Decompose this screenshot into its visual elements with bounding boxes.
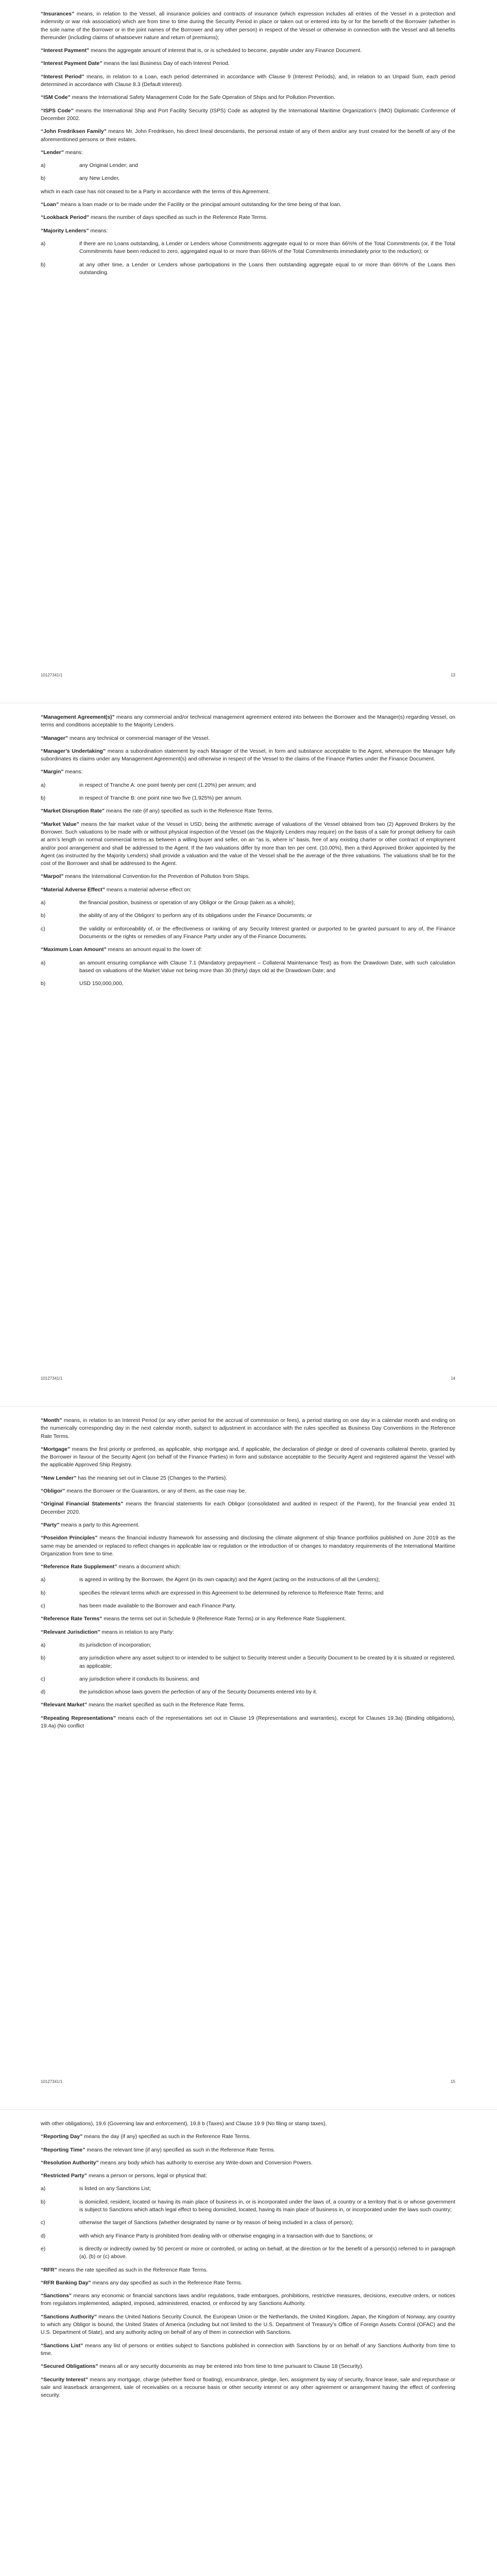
definition-text: means a loan made or to be made under the Facility or the principal amount outstanding for the time being of that loan. [59, 202, 341, 208]
definition-text: means the International Safety Management Code for the Safe Operation of Ships and for Pollution Prevention. [70, 95, 335, 101]
definition-paragraph [41, 149, 455, 157]
definition-text: means the day (if any) specified as such in the Reference Rate Terms. [82, 2134, 251, 2140]
defined-term: “Reporting Time” [41, 2147, 85, 2153]
list-item-label: b) [41, 262, 46, 268]
definition-text: means the aggregate amount of interest that is, or is scheduled to become, payable under any Finance Document. [89, 48, 362, 54]
definition-paragraph [41, 1701, 455, 1709]
definition-paragraph [41, 1563, 455, 1571]
list-item-label: b) [41, 176, 46, 182]
definition-paragraph [41, 735, 455, 742]
definition-text: with other obligations), 19.6 (Governing law and enforcement), 19.8 b (Taxes) and Clause 19.9 (No filing or stamp taxes). [41, 2121, 327, 2127]
list-item-label: a) [41, 1577, 46, 1583]
defined-term: “Original Financial Statements” [41, 1501, 124, 1507]
list-item-label: b) [41, 2199, 46, 2205]
defined-term: “Relevant Market” [41, 1702, 88, 1708]
definition-text: means the first priority or preferred, as applicable, ship mortgage and, if applicable, the declaration of pledge or deed of covenants collateral thereto, granted by the Borrower in favour of the Security Agent (on behalf of the Finance Parties) in form and substance acceptable to the Security Agent and registered against the Vessel with the applicable Approved Ship Registry. [41, 1446, 455, 1468]
definition-text: means any commercial and/or technical management agreement entered into between the Borrower and the Manager(s) regarding Vessel, on terms and conditions acceptable to the Majority Lenders. [41, 715, 455, 728]
list-item-text: the validity or enforceability of, or the effectiveness or ranking of any Security Interest granted or purported to be granted pursuant to any of, the Finance Documents or the rights or remedies of any Finance Party under any of the Finance Documents. [79, 926, 455, 940]
definition-paragraph [41, 2159, 455, 2167]
list-item-label: a) [41, 1642, 46, 1648]
defined-term: “Insurances” [41, 11, 75, 17]
defined-term: “Resolution Authority” [41, 2160, 99, 2166]
definition-text: means any mortgage, charge (whether fixed or floating), encumbrance, pledge, lien, assignment by way of security, finance lease, sale and repurchase or sale and leaseback arrangement, sale of receivables on a recourse basis or other security interest or any other agreement or arrangement having the effect of conferring security. [41, 2377, 455, 2399]
defined-term: “Reference Rate Supplement” [41, 1564, 117, 1570]
list-item-text: in respect of Tranche B: one point nine two five (1.925%) per annum. [79, 795, 243, 802]
list-item-label: a) [41, 960, 46, 966]
list-item-text: has been made available to the Borrower and each Finance Party. [79, 1603, 236, 1609]
list-item-text: is domiciled, resident, located or having its main place of business in, or is incorporated under the laws of, a country or a territory that is or whose government is subject to Sanctions which attach legal effect to being domiciled, located, having its main place of business in, or incorporated under the laws such country; [79, 2199, 455, 2213]
defined-term: “Interest Payment Date” [41, 61, 102, 67]
definition-text: means any body which has authority to exercise any Write-down and Conversion Powers. [98, 2160, 313, 2166]
list-item-text: the ability of any of the Obligors’ to perform any of its obligations under the Finance Documents; or [79, 913, 312, 919]
defined-term: “Management Agreement(s)” [41, 715, 115, 720]
list-item-text: any New Lender, [79, 176, 119, 182]
list-item-label: a) [41, 163, 46, 169]
page-content [41, 714, 455, 993]
definition-paragraph [41, 714, 455, 730]
definition-paragraph [41, 2313, 455, 2337]
definition-text: means the relevant time (if any) specified as such in the Reference Rate Terms. [85, 2147, 276, 2153]
list-item-label: d) [41, 1689, 46, 1696]
definition-text: means Mr. John Fredriksen, his direct lineal descendants, the personal estate of any of them and/or any trust created for the benefit of any of the aforementioned persons or their estates. [41, 129, 455, 143]
list-item-text: at any other time, a Lender or Lenders whose participations in the Loans then outstanding aggregate equal to or more than 66⅔% of the Loans then outstanding. [79, 262, 455, 276]
defined-term: “Sanctions List” [41, 2343, 83, 2349]
definition-paragraph [41, 946, 455, 954]
list-item-label: b) [41, 913, 46, 919]
definition-text: means, in relation to a Loan, each period determined in accordance with Clause 9 (Interest Periods), and, in relation to an Unpaid Sum, each period determined in accordance with Clause 8.3 (Default interest). [41, 74, 455, 88]
list-item [41, 1675, 455, 1683]
list-item-label: d) [41, 2233, 46, 2239]
definition-text: has the meaning set out in Clause 25 (Changes to the Parties). [76, 1475, 228, 1481]
definition-paragraph [41, 188, 455, 196]
page-number: 15 [451, 2079, 455, 2084]
definition-paragraph [41, 1615, 455, 1623]
definition-text: means: [64, 149, 83, 156]
definition-text: means the terms set out in Schedule 9 (Reference Rate Terms) or in any Reference Rate Supplement. [102, 1616, 346, 1622]
definition-text: means in relation to any Party: [100, 1629, 174, 1635]
defined-term: “Security Interest” [41, 2377, 89, 2383]
page-footer [41, 2079, 455, 2084]
defined-term: “Manager” [41, 735, 68, 741]
list-item [41, 1688, 455, 1696]
defined-term: “Restricted Party” [41, 2173, 88, 2179]
list-item [41, 261, 455, 277]
document-page [0, 2110, 497, 2576]
definition-text: means any day specified as such in the Reference Rate Terms. [91, 2280, 243, 2286]
list-item-text: if there are no Loans outstanding, a Lender or Lenders whose Commitments aggregate equal to or more than 66⅔% of the Total Commitments (or, if the Total Commitments have been reduced to zero, aggregated equal to or more than 66⅔% of the Total Commitments immediately prior to the reduction); or [79, 241, 455, 255]
defined-term: “Interest Period” [41, 74, 84, 80]
list-item-label: b) [41, 1655, 46, 1662]
definition-text: means the rate (if any) specified as such in the Reference Rate Terms. [105, 808, 273, 815]
list-item [41, 240, 455, 256]
defined-term: “John Fredriksen Family” [41, 129, 107, 135]
defined-term: “Mortgage” [41, 1446, 71, 1452]
definition-text: means, in relation to the Vessel, all insurance policies and contracts of insurance (which expression includes all entries of the Vessel in a protection and indemnity or war risk association) which are from time to time during the Security Period in place or taken out or entered into by or for the benefit of the Borrower (whether in the sole name of the Borrower or in the joint names of the Borrower and any other person) in respect of the Vessel or otherwise in connection with the Vessel and all benefits thereunder (including claims of whatsoever nature and return of premiums); [41, 11, 455, 41]
document-page [0, 703, 497, 1406]
defined-term: “RFR” [41, 2267, 57, 2273]
definition-text: means a person or persons, legal or physical that: [87, 2173, 207, 2179]
definition-text: means: [63, 769, 83, 775]
list-item [41, 2232, 455, 2240]
list-item [41, 1641, 455, 1649]
defined-term: “RFR Banking Day” [41, 2280, 91, 2286]
definition-paragraph [41, 214, 455, 222]
definition-paragraph [41, 94, 455, 101]
document-id: 10127341/1 [41, 2079, 63, 2084]
defined-term: “Marpol” [41, 874, 64, 880]
definition-text: means the last Business Day of each Interest Period. [102, 61, 230, 67]
list-item-text: specifies the relevant terms which are expressed in this Agreement to be determined by reference to Reference Rate Terms; and [79, 1590, 384, 1596]
definition-paragraph [41, 10, 455, 42]
definition-paragraph [41, 886, 455, 894]
document-id: 10127341/1 [41, 673, 63, 677]
definition-text: means any economic or financial sanctions laws and/or regulations, trade embargoes, prohibitions, restrictive measures, decisions, executive orders, or notices from regulators implemented, adapted, imposed, administered, enacted, or enforced by any Sanctions Authority. [41, 2293, 455, 2307]
list-item-text: the jurisdiction whose laws govern the perfection of any of the Security Documents entered into by it. [79, 1689, 318, 1696]
page-content [41, 10, 455, 282]
page-footer [41, 1376, 455, 1381]
definition-paragraph [41, 201, 455, 209]
defined-term: “Secured Obligations” [41, 2364, 98, 2370]
list-item-label: c) [41, 1676, 45, 1682]
list-item [41, 162, 455, 170]
definition-paragraph [41, 60, 455, 67]
list-item [41, 925, 455, 941]
document-page [0, 1406, 497, 2110]
list-item-label: a) [41, 241, 46, 247]
definition-text: means the International Ship and Port Facility Security (ISPS) Code as adopted by the International Maritime Organization’s (IMO) Diplomatic Conference of December 2002. [41, 108, 456, 122]
definition-text: means any list of persons or entities subject to Sanctions published in connection with Sanctions by or on behalf of any Sanctions Authority from time to time. [41, 2343, 455, 2357]
definition-text: means the Borrower or the Guarantors, or any of them, as the case may be. [65, 1488, 247, 1495]
defined-term: “Market Disruption Rate” [41, 808, 105, 815]
defined-term: “Majority Lenders” [41, 228, 89, 234]
list-item-text: USD 150,000,000, [79, 981, 124, 987]
list-item [41, 2198, 455, 2214]
definition-text: means the rate specified as such in the Reference Rate Terms. [57, 2267, 208, 2273]
defined-term: “Sanctions Authority” [41, 2314, 97, 2320]
list-item [41, 1654, 455, 1670]
definition-paragraph [41, 2363, 455, 2370]
list-item [41, 980, 455, 988]
list-item [41, 175, 455, 182]
definition-paragraph [41, 47, 455, 55]
list-item-label: a) [41, 782, 46, 788]
defined-term: “Interest Payment” [41, 48, 90, 54]
defined-term: “Month” [41, 1418, 62, 1423]
list-item-label: c) [41, 926, 45, 932]
definition-paragraph [41, 2120, 455, 2128]
definition-text: means the United Nations Security Council, the European Union or the Netherlands, the United Kingdom, Japan, the Kingdom of Norway, any country to which any Obligor is bound, the United States of America (including but not limited to the U.S. Department of Treasury’s Office of Foreign Assets Control (OFAC) and the U.S. Department of State), and any authority acting on behalf of any of them in connection with Sanctions. [41, 2314, 455, 2336]
definition-text: means, in relation to an Interest Period (or any other period for the accrual of commission or fees), a period starting on one day in a calendar month and ending on the numerically corresponding day in the next calendar month, subject to adjustment in accordance with the rules specified as Business Day Conventions in the Reference Rate Terms. [41, 1418, 455, 1439]
definition-text: means the International Convention for the Prevention of Pollution from Ships. [63, 874, 250, 880]
document-id: 10127341/1 [41, 1376, 63, 1381]
definition-text: means each of the representations set out in Clause 19 (Representations and warranties), except for Clauses 19.3a) (Binding obligations), 19.4a) (No conflict [41, 1715, 455, 1730]
list-item-text: the financial position, business or operation of any Obligor or the Group (taken as a whole); [79, 900, 295, 906]
definition-paragraph [41, 73, 455, 89]
defined-term: “New Lender” [41, 1475, 77, 1481]
definition-paragraph [41, 2376, 455, 2400]
defined-term: “Loan” [41, 202, 59, 208]
definition-paragraph [41, 821, 455, 868]
list-item [41, 2245, 455, 2261]
defined-term: “Sanctions” [41, 2293, 72, 2299]
page-footer [41, 673, 455, 677]
defined-term: “Repeating Representations” [41, 1715, 116, 1721]
page-number: 14 [451, 1376, 455, 1381]
defined-term: “Poseidon Principles” [41, 1535, 98, 1541]
definition-paragraph [41, 2279, 455, 2287]
definition-text: means: [89, 228, 108, 234]
list-item-text: any jurisdiction where any asset subject to or intended to be subject to Security Interest under a Security Document to be created by it is situated or registered, as applicable; [79, 1655, 455, 1669]
list-item-label: e) [41, 2246, 46, 2252]
defined-term: “Market Value” [41, 821, 79, 827]
definition-paragraph [41, 768, 455, 776]
page-content [41, 2120, 455, 2404]
list-item-label: c) [41, 1603, 45, 1609]
definition-paragraph [41, 1534, 455, 1558]
list-item-label: c) [41, 2220, 45, 2226]
list-item-label: a) [41, 900, 46, 906]
definition-text: means the financial statements for each Obligor (consolidated and audited in respect of the Parent), for the financial year ended 31 December 2020. [41, 1501, 455, 1515]
definition-paragraph [41, 2133, 455, 2141]
list-item [41, 782, 455, 789]
definition-paragraph [41, 128, 455, 144]
defined-term: “Lender” [41, 149, 64, 156]
list-item [41, 794, 455, 802]
definition-paragraph [41, 2172, 455, 2180]
definition-text: means the market specified as such in the Reference Rate Terms. [87, 1702, 245, 1708]
list-item-text: is listed on any Sanctions List; [79, 2186, 151, 2192]
definition-paragraph [41, 873, 455, 880]
list-item-text: is directly or indirectly owned by 50 percent or more or controlled, or acting on behalf, at the direction or for the benefit of a person(s) referred to in paragraph (a), (b) or (c) above. [79, 2246, 455, 2260]
definition-paragraph [41, 807, 455, 815]
defined-term: “Obligor” [41, 1488, 65, 1495]
definition-paragraph [41, 1446, 455, 1469]
defined-term: “Lookback Period” [41, 215, 90, 221]
list-item [41, 959, 455, 975]
definition-paragraph [41, 1500, 455, 1516]
definition-paragraph [41, 1475, 455, 1482]
list-item [41, 1602, 455, 1610]
list-item [41, 912, 455, 920]
definition-paragraph [41, 748, 455, 764]
definition-text: means the number of days specified as such in the Reference Rate Terms. [89, 215, 268, 221]
list-item-label: b) [41, 1590, 46, 1596]
definition-text: means the fair market value of the Vessel in USD, being the arithmetic average of valuations of the Vessel obtained from two (2) Approved Brokers by the Borrower. Such valuations to be made with or without physical inspection of the Vessel (as the Majority Lenders may require) on the basis of a sale for prompt delivery for cash at arm’s length on normal commercial terms as between a willing buyer and seller, on an “as is, where is” basis, free of any existing charter or other contract of employment and/or pool arrangement and shall be addressed to the Agent. If the two valuations differ by more than ten per cent. (10.00%), then a third Approved Broker appointed by the Agent (as instructed by the Majority Lenders) shall provide a valuation and the value of the Vessel shall be the average of the three valuations. The valuations shall be for the cost of the Borrower and shall be addressed to the Agent. [41, 821, 455, 867]
page-number: 13 [451, 673, 455, 677]
list-item-text: is agreed in writing by the Borrower, the Agent (in its own capacity) and the Agent (acting on the instructions of all the Lenders); [79, 1577, 380, 1583]
page-content [41, 1417, 455, 1735]
definition-text: means the financial industry framework for assessing and disclosing the climate alignment of ship finance portfolios published on June 2019 as the same may be amended or replaced to reflect changes in applicable law or regulation or the introduction of or changes to mandatory requirements of the International Maritime Organization from time to time. [41, 1535, 455, 1557]
list-item [41, 899, 455, 907]
list-item-label: b) [41, 981, 46, 987]
defined-term: “Reference Rate Terms” [41, 1616, 102, 1622]
definition-paragraph [41, 2342, 455, 2358]
definition-paragraph [41, 1487, 455, 1495]
definition-paragraph [41, 2292, 455, 2308]
definition-text: means a party to this Agreement. [59, 1522, 140, 1528]
list-item-text: otherwise the target of Sanctions (whether designated by name or by reason of being included in a class of person); [79, 2220, 353, 2226]
list-item-text: its jurisdiction of incorporation; [79, 1642, 151, 1648]
definition-paragraph [41, 1521, 455, 1529]
defined-term: “ISM Code” [41, 95, 71, 101]
list-item [41, 2185, 455, 2193]
document-page [0, 0, 497, 703]
definition-paragraph [41, 2266, 455, 2274]
definition-text: means all or any security documents as may be entered into from time to time pursuant to Clause 18 (Security). [98, 2364, 364, 2370]
defined-term: “Party” [41, 1522, 60, 1528]
list-item [41, 1589, 455, 1597]
defined-term: “Manager’s Undertaking” [41, 748, 106, 754]
defined-term: “Material Adverse Effect” [41, 887, 105, 893]
list-item-label: b) [41, 795, 46, 802]
list-item-text: in respect of Tranche A: one point twenty per cent (1.20%) per annum; and [79, 782, 256, 788]
definition-paragraph [41, 227, 455, 235]
definition-text: means a material adverse effect on: [105, 887, 192, 893]
definition-paragraph [41, 1629, 455, 1636]
definition-paragraph [41, 1715, 455, 1731]
definition-text: means a subordination statement by each Manager of the Vessel, in form and substance acceptable to the Agent, whereupon the Manager fully subordinates its claims under any Management Agreement(s) and otherwise in respect of the Vessel to the claims of the Finance Parties under the Finance Document. [41, 748, 455, 762]
defined-term: “Margin” [41, 769, 64, 775]
list-item-text: any Original Lender; and [79, 163, 138, 169]
definition-paragraph [41, 107, 455, 123]
definition-text: means any technical or commercial manager of the Vessel. [68, 735, 210, 741]
definition-paragraph [41, 1417, 455, 1440]
list-item-text: an amount ensuring compliance with Clause 7.1 (Mandatory prepayment – Collateral Maintenance Test) as from the Drawdown Date, with such calculation based on valuations of the Market Value not being more than 30 (thirty) days old at the Drawdown Date; and [79, 960, 455, 974]
defined-term: “Reporting Day” [41, 2134, 83, 2140]
list-item-text: any jurisdiction where it conducts its business; and [79, 1676, 199, 1682]
list-item [41, 2219, 455, 2227]
defined-term: “ISPS Code” [41, 108, 74, 114]
defined-term: “Relevant Jurisdiction” [41, 1629, 100, 1635]
list-item-label: a) [41, 2186, 46, 2192]
definition-paragraph [41, 2146, 455, 2154]
definition-text: which in each case has not ceased to be a Party in accordance with the terms of this Agreement. [41, 189, 270, 195]
list-item-text: with which any Finance Party is prohibited from dealing with or otherwise engaging in a transaction with due to Sanctions; or [79, 2233, 373, 2239]
definition-text: means a document which: [117, 1564, 181, 1570]
defined-term: “Maximum Loan Amount” [41, 947, 107, 953]
list-item [41, 1576, 455, 1584]
definition-text: means an amount equal to the lower of: [106, 947, 202, 953]
